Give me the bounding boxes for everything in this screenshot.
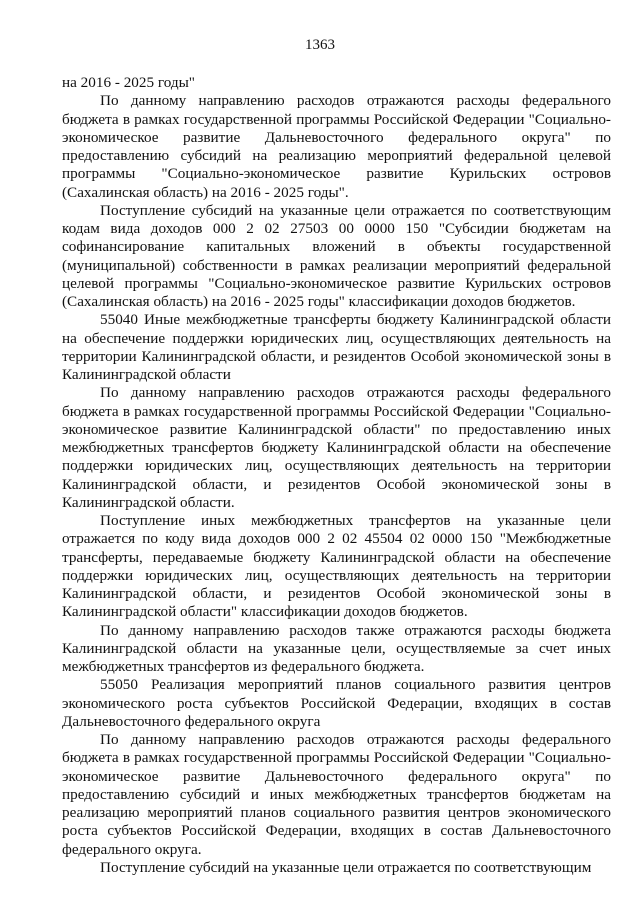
document-body	[62, 74, 611, 877]
paragraph: По данному направлению расходов отражаются расходы федерального бюджета в рамках государственной программы Российской Федерации "Социально-экономическое развитие Дальневосточного федерального округа" по предоставлению субсидий на реализацию мероприятий федеральной целевой программы "Социально-экономическое развитие Курильских островов (Сахалинская область) на 2016 - 2025 годы".	[62, 92, 611, 201]
paragraph: По данному направлению расходов отражаются расходы федерального бюджета в рамках государственной программы Российской Федерации "Социально-экономическое развитие Дальневосточного федерального округа" по предоставлению субсидий и иных межбюджетных трансфертов бюджетам на реализацию мероприятий планов социального развития центров экономического роста субъектов Российской Федерации, входящих в состав Дальневосточного федерального округа.	[62, 731, 611, 858]
paragraph: По данному направлению расходов также отражаются расходы бюджета Калининградской области на указанные цели, осуществляемые за счет иных межбюджетных трансфертов из федерального бюджета.	[62, 621, 611, 675]
paragraph: Поступление субсидий на указанные цели отражается по соответствующим кодам вида доходов 000 2 02 27503 00 0000 150 "Субсидии бюджетам на софинансирование капитальных вложений в объекты государственной (муниципальной) собственности в рамках реализации мероприятий федеральной целевой программы "Социально-экономическое развитие Курильских островов (Сахалинская область) на 2016 - 2025 годы" классификации доходов бюджетов.	[62, 201, 611, 310]
page-number: 1363	[305, 37, 335, 53]
section-heading: 55050 Реализация мероприятий планов социального развития центров экономического роста субъектов Российской Федерации, входящих в состав Дальневосточного федерального округа	[62, 676, 611, 730]
paragraph: Поступление субсидий на указанные цели отражается по соответствующим	[100, 858, 592, 876]
paragraph: на 2016 - 2025 годы"	[62, 74, 196, 91]
paragraph: Поступление иных межбюджетных трансфертов на указанные цели отражается по коду вида доходов 000 2 02 45504 02 0000 150 "Межбюджетные трансферты, передаваемые бюджету Калининградской области на обеспечение поддержки юридических лиц, осуществляющих деятельность на территории Калининградской области, и резидентов Особой экономической зоны в Калининградской области" классификации доходов бюджетов.	[62, 512, 611, 621]
section-heading: 55040 Иные межбюджетные трансферты бюджету Калининградской области на обеспечение поддержки юридических лиц, осуществляющих деятельность на территории Калининградской области, и резидентов Особой экономической зоны в Калининградской области	[62, 311, 611, 383]
paragraph: По данному направлению расходов отражаются расходы федерального бюджета в рамках государственной программы Российской Федерации "Социально-экономическое развитие Калининградской области" по предоставлению иных межбюджетных трансфертов бюджету Калининградской области на обеспечение поддержки юридических лиц, осуществляющих деятельность на территории Калининградской области, и резидентов Особой экономической зоны в Калининградской области.	[62, 384, 611, 511]
